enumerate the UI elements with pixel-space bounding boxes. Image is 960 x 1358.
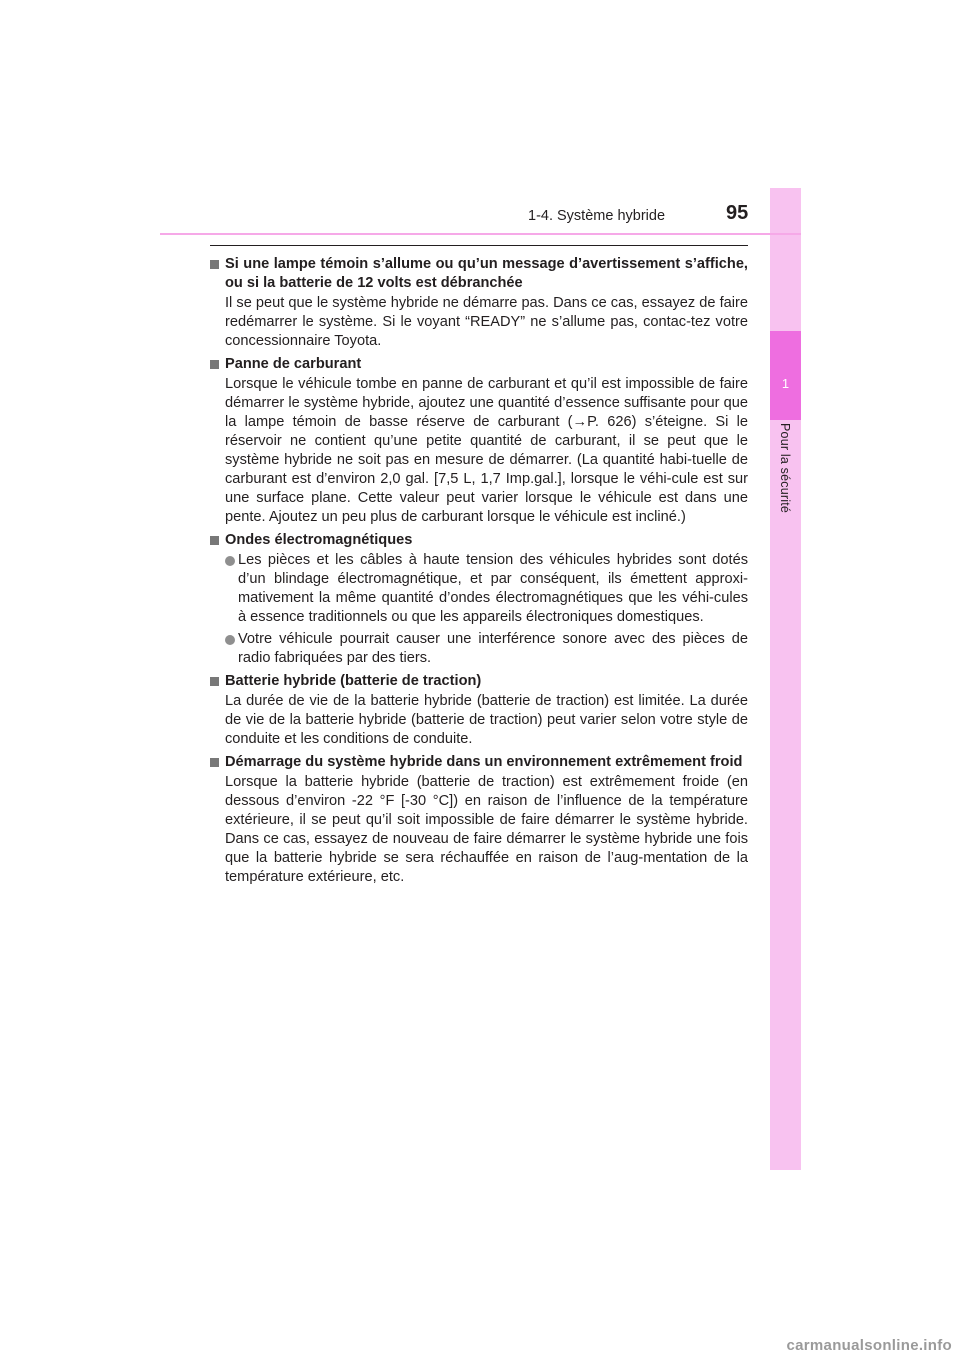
chapter-label: Pour la sécurité <box>778 423 792 514</box>
content-divider <box>210 245 748 246</box>
list-item-text: Les pièces et les câbles à haute tension des véhicules hybrides sont dotés d’un blindage électromagnétique, et par conséquent, ils émettent approxi-mativement la même quantité d’ondes électromagnétiques que les véhi-cules à essence traditionnels ou que les appareils électroniques domestiques. <box>238 552 748 625</box>
section-body: Il se peut que le système hybride ne démarre pas. Dans ce cas, essayez de faire redémarrer le système. Si le voyant “READY” ne s’allume pas, contac-tez votre concessionnaire Toyota. <box>225 295 748 349</box>
chapter-number: 1 <box>781 376 790 391</box>
page-number: 95 <box>726 202 749 224</box>
section-warning-lamp <box>210 255 748 351</box>
section-body: Lorsque la batterie hybride (batterie de traction) est extrêmement froide (en dessous d’environ -22 °F [-30 °C]) en raison de l’influence de la température extérieure, il se peut qu’il soit impossible de faire démarrer le système hybride. Dans ce cas, essayez de nouveau de faire démarrer le système hybride une fois que la batterie hybride se sera réchauffée en raison de l’aug-mentation de la température extérieure, etc. <box>225 774 748 885</box>
square-bullet-icon <box>210 260 219 269</box>
square-bullet-icon <box>210 677 219 686</box>
section-fuel <box>210 355 748 527</box>
section-title <box>210 255 748 293</box>
section-electromagnetic <box>210 531 748 668</box>
circle-bullet-icon <box>225 635 235 645</box>
section-title <box>210 531 748 550</box>
section-title <box>210 753 748 772</box>
square-bullet-icon <box>210 536 219 545</box>
header-divider <box>160 233 801 235</box>
section-title <box>210 355 748 374</box>
square-bullet-icon <box>210 360 219 369</box>
list-item-text: Votre véhicule pourrait causer une interférence sonore avec des pièces de radio fabriquées par des tiers. <box>238 631 748 666</box>
section-body: Lorsque le véhicule tombe en panne de carburant et qu’il est impossible de faire démarrer le système hybride, ajoutez une quantité d’essence suffisante pour que la lampe témoin de basse réserve de carburant (→P. 626) s’éteigne. Si le réservoir ne contient qu’une petite quantité de carburant, il se peut que le système hybride ne soit pas en mesure de démarrer. (La quantité habi-tuelle de carburant est d’environ 2,0 gal. [7,5 L, 1,7 Imp.gal.], lorsque le véhi-cule est sur une surface plane. Cette valeur peut varier lorsque le véhicule est dans une pente. Ajoutez un peu plus de carburant lorsque le véhicule est incliné.) <box>225 376 748 525</box>
section-title <box>210 672 748 691</box>
header-section-title: 1-4. Système hybride <box>528 208 666 224</box>
section-title-text: Batterie hybride (batterie de traction) <box>225 673 482 689</box>
list-item <box>210 630 748 668</box>
section-title-text: Si une lampe témoin s’allume ou qu’un message d’avertissement s’affiche, ou si la batterie de 12 volts est débranchée <box>225 256 748 291</box>
section-cold-start <box>210 753 748 887</box>
section-title-text: Panne de carburant <box>225 356 362 372</box>
square-bullet-icon <box>210 758 219 767</box>
main-content <box>210 255 748 891</box>
section-title-text: Démarrage du système hybride dans un environnement extrêmement froid <box>225 754 743 770</box>
watermark-text: carmanualsonline.info <box>786 1337 952 1354</box>
section-hybrid-battery <box>210 672 748 749</box>
list-item <box>210 551 748 627</box>
section-body: La durée de vie de la batterie hybride (batterie de traction) est limitée. La durée de vie de la batterie hybride (batterie de traction) peut varier selon votre style de conduite et les conditions de conduite. <box>225 693 748 747</box>
circle-bullet-icon <box>225 556 235 566</box>
section-title-text: Ondes électromagnétiques <box>225 532 413 548</box>
